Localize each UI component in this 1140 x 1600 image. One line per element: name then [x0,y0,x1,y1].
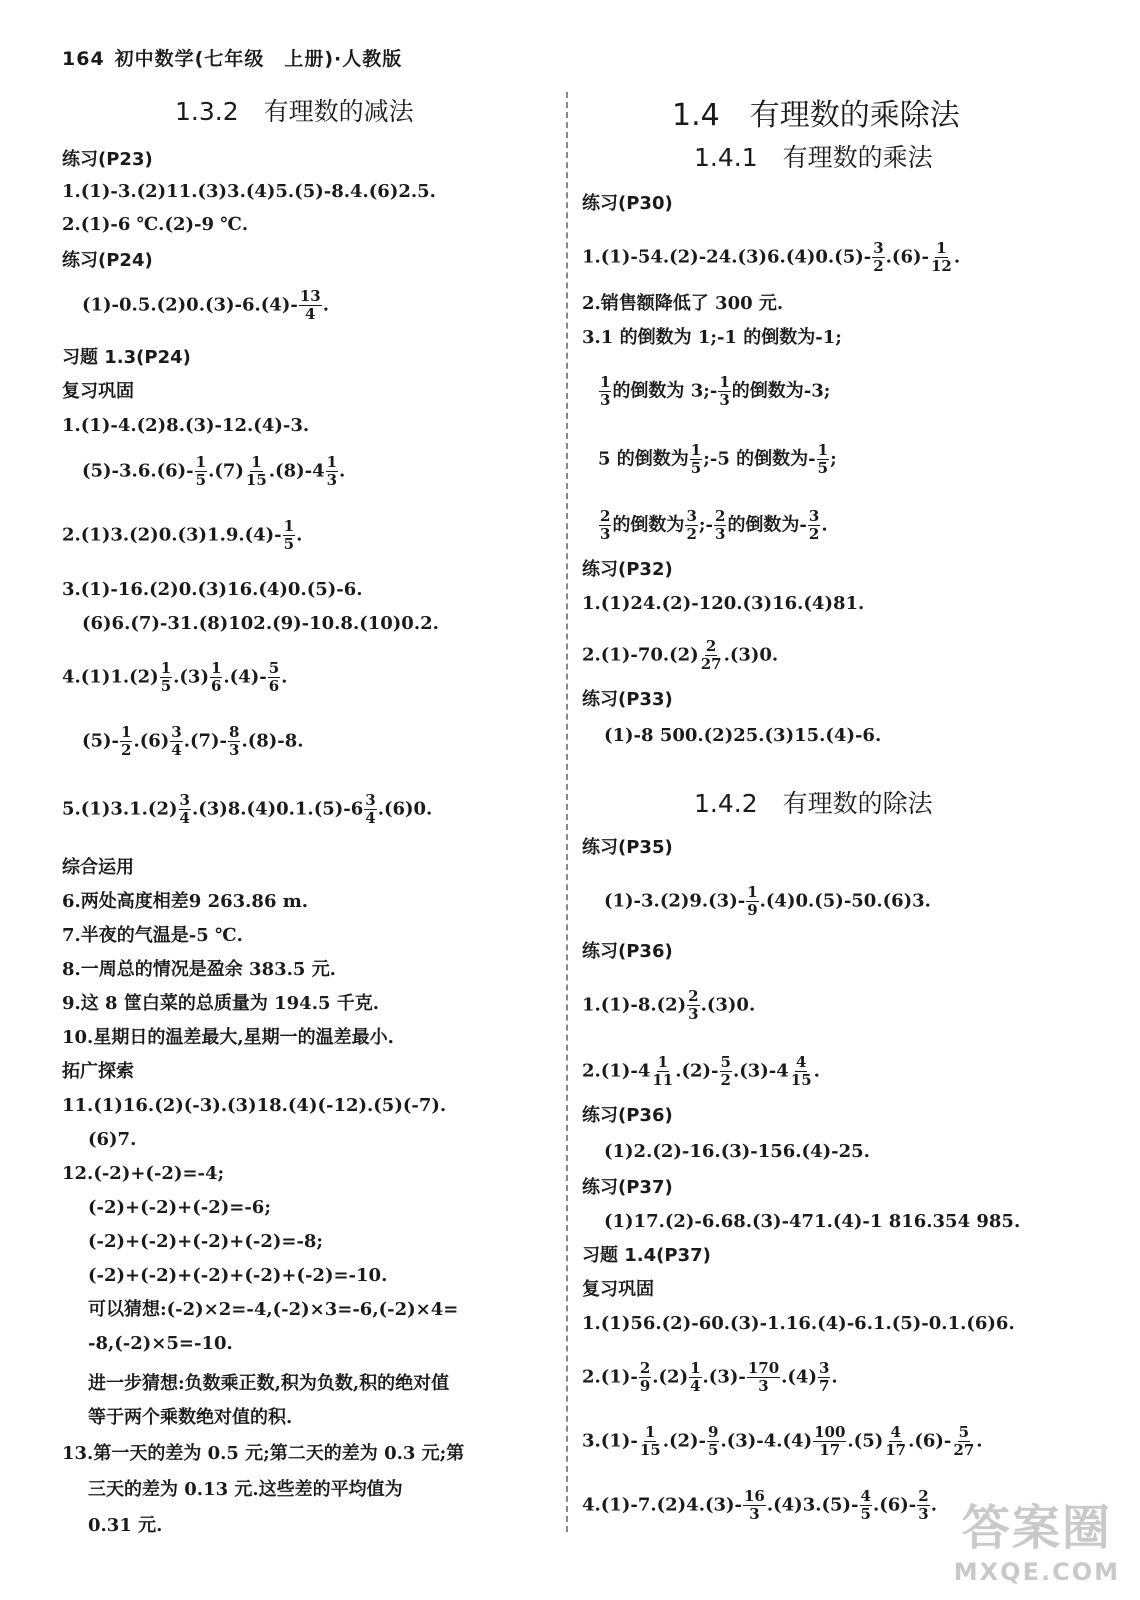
fraction [884,1424,907,1459]
exercise-set-label: 习题 1.4(P37) [582,1245,711,1266]
answer-text: .(2) [652,1366,689,1388]
exercise-label-p30: 练习(P30) [582,193,673,214]
column-divider [566,92,568,1532]
answer-line: 可以猜想:(-2)×2=-4,(-2)×3=-6,(-2)×4= [88,1299,459,1320]
denominator: 5 [283,535,295,553]
answer-text: .(4) [781,1366,817,1388]
fraction [720,1054,732,1089]
numerator: 1 [283,517,295,535]
answer-text: (5)-3.6.(6)- [82,460,194,482]
answer-text: .(3)-4 [732,1060,789,1082]
answer-text: .(6) [133,730,170,752]
denominator: 3 [749,1505,760,1523]
answer-text: 4.(1)-7.(2)4.(3)- [582,1494,742,1516]
numerator: 1 [645,1423,656,1441]
denominator: 4 [365,809,376,827]
exercise-label-p23: 练习(P23) [62,149,153,170]
numerator: 3 [818,1359,830,1377]
numerator: 2 [639,1359,651,1377]
numerator: 2 [918,1487,929,1505]
fraction [364,792,376,827]
answer-line: 等于两个乘数绝对值的积. [88,1407,293,1428]
answer-text: .(2)- [662,1430,706,1452]
answer-text: 的倒数为-3; [731,380,831,402]
numerator: 1 [160,659,172,677]
answer-line: (-2)+(-2)+(-2)+(-2)=-8; [88,1231,324,1252]
fraction [690,442,702,477]
answer-text: (5)- [82,730,120,752]
answer-line: 12.(-2)+(-2)=-4; [62,1163,225,1184]
answer-line [582,1054,820,1089]
numerator: 1 [690,1359,701,1377]
numerator: 5 [268,659,280,677]
numerator: 16 [744,1487,765,1505]
denominator: 15 [639,1441,661,1459]
watermark-url: MXQE.COM [953,1558,1120,1586]
denominator: 5 [708,1441,719,1459]
denominator: 6 [210,677,222,695]
answer-line: (1)-8 500.(2)25.(3)15.(4)-6. [604,725,882,746]
denominator: 15 [790,1071,812,1089]
numerator: 1 [121,723,132,741]
fraction [651,1054,674,1089]
denominator: 2 [873,257,884,275]
fraction [860,1488,872,1523]
answer-text: .(7) [208,460,244,482]
denominator: 17 [819,1441,841,1459]
denominator: 2 [720,1071,731,1089]
answer-text: 1.(1)-54.(2)-24.(3)6.(4)0.(5)- [582,246,872,268]
answer-text: 5.(1)3.1.(2) [62,798,178,820]
answer-line: (6)7. [88,1129,137,1150]
denominator: 5 [160,677,172,695]
answer-line [598,442,837,477]
answer-text: .(6)0. [377,798,433,820]
denominator: 11 [652,1071,674,1089]
answer-text: . [976,1430,983,1452]
book-title: 初中数学(七年级 上册)·人教版 [114,48,403,70]
exercise-label-p37: 练习(P37) [582,1177,673,1198]
answer-line: (1)-0.5.(2)0.(3)-6.(4)- $\frac{13}{4}$ . [82,287,329,323]
numerator: 1 [936,239,947,257]
subsection-label: 综合运用 [62,857,134,878]
answer-text: .(2)- [675,1060,719,1082]
fraction [707,1424,719,1459]
denominator: 5 [860,1505,871,1523]
answer-line: 3.(1)-16.(2)0.(3)16.(4)0.(5)-6. [62,579,363,600]
answer-text: .(5) [847,1430,884,1452]
answer-line: (1)2.(2)-16.(3)-156.(4)-25. [604,1141,870,1162]
numerator: 3 [686,507,697,525]
answer-line [62,792,432,827]
denominator: 4 [171,741,182,759]
fraction [714,508,726,543]
answer-text: .(4)3.(5)- [766,1494,859,1516]
denominator: 4 [690,1377,701,1395]
page-number: 164 [62,48,105,70]
answer-text: .(3)0. [723,644,779,666]
answer-line: 进一步猜想:负数乘正数,积为负数,积的绝对值 [88,1373,450,1394]
answer-text: . [831,1366,838,1388]
answer-line: 11.(1)16.(2)(-3).(3)18.(4)(-12).(5)(-7). [62,1095,447,1116]
answer-text: ;- [698,514,713,536]
fraction [245,454,268,489]
numerator: 4 [860,1487,871,1505]
answer-line: 2.销售额降低了 300 元. [582,293,784,314]
page-header [62,44,402,71]
fraction [917,1488,929,1523]
answer-line [598,374,830,409]
answer-line [582,1360,838,1395]
numerator: 3 [179,791,190,809]
section-title-1-4-1: 1.4.1 有理数的乘法 [694,143,933,172]
fraction [599,508,611,543]
exercise-label-p36: 练习(P36) [582,941,673,962]
answer-line: 3.1 的倒数为 1;-1 的倒数为-1; [582,327,842,348]
answer-line [604,884,931,919]
numerator: 13 [299,287,321,305]
answer-text: ; [830,448,837,470]
answer-line: 1.(1)24.(2)-120.(3)16.(4)81. [582,593,865,614]
answer-line: 1.(1)-3.(2)11.(3)3.(4)5.(5)-8.4.(6)2.5. [62,181,436,202]
numerator: 4 [890,1423,901,1441]
answer-text: 的倒数为 3;- [612,380,718,402]
section-title-1-3-2: 1.3.2 有理数的减法 [175,97,414,126]
answer-text: 4.(1)1.(2) [62,666,159,688]
answer-line: 1.(1)-54.(2)-24.(3)6.(4)0.(5)- $\frac{3}{2}$ .(6)- $\frac{1}{12}$ . [582,239,961,275]
answer-line: 13.第一天的差为 0.5 元;第二天的差为 0.3 元;第 [62,1443,465,1464]
exercise-label-p35: 练习(P35) [582,837,673,858]
numerator: 1 [210,659,222,677]
numerator: 1 [817,441,829,459]
answer-line [582,988,755,1023]
fraction [790,1054,813,1089]
answer-text: 2.(1)- [582,1366,638,1388]
fraction [743,1488,766,1523]
answer-line: 9.这 8 筐白菜的总质量为 194.5 千克. [62,993,380,1014]
denominator: 2 [121,741,132,759]
fraction [160,660,172,695]
fraction [599,374,611,409]
denominator: 4 [179,809,190,827]
answer-text: 2.(1)-4 [582,1060,651,1082]
answer-line: (5)-3.6.(6)- $\frac{1}{5}$ .(7) $\frac{1}{15}$ .(8)-4 $\frac{1}{3}$ . [82,453,346,489]
numerator: 100 [814,1423,846,1441]
answer-line [598,508,828,543]
denominator: 17 [885,1441,907,1459]
fraction [872,240,884,275]
answer-text: .(8)-8. [241,730,304,752]
denominator: 4 [305,305,316,323]
answer-text: .(3)- [702,1366,746,1388]
answer-line: (-2)+(-2)+(-2)=-6; [88,1197,271,1218]
denominator: 3 [600,391,611,409]
subsection-label: 复习巩固 [62,381,134,402]
denominator: 5 [817,459,829,477]
denominator: 9 [747,901,758,919]
section-title-1-4: 1.4 有理数的乘除法 [672,98,960,133]
answer-text: .(6)- [872,1494,917,1516]
answer-text: (1)-0.5.(2)0.(3)-6.(4)- [82,294,298,316]
answer-line [82,724,304,759]
answer-text: 2.(1)3.(2)0.(3)1.9.(4)- [62,524,282,546]
denominator: 27 [953,1441,975,1459]
answer-line: 4.(1)1.(2) $\frac{1}{5}$ .(3) $\frac{1}{6}$ .(4)- $\frac{5}{6}$ . [62,659,288,695]
answer-line: 8.一周总的情况是盈余 383.5 元. [62,959,336,980]
numerator: 3 [365,791,376,809]
watermark-logo-text: 答案圈 [961,1500,1112,1556]
answer-text: .(3)8.(4)0.1.(5)-6 [191,798,364,820]
numerator: 3 [808,507,820,525]
denominator: 12 [930,257,952,275]
answer-line: 1.(1)56.(2)-60.(3)-1.16.(4)-6.1.(5)-0.1.(6)6. [582,1313,1015,1334]
fraction [639,1360,651,1395]
numerator: 9 [708,1423,719,1441]
numerator: 3 [873,239,884,257]
answer-line: 7.半夜的气温是-5 ℃. [62,925,243,946]
subsection-label: 拓广探索 [62,1061,134,1082]
numerator: 4 [796,1053,807,1071]
answer-line: (1)17.(2)-6.68.(3)-471.(4)-1 816.354 985. [604,1211,1021,1232]
fraction [210,660,222,695]
denominator: 3 [600,525,611,543]
fraction [170,724,182,759]
answer-text: .(3)-4.(4) [720,1430,813,1452]
exercise-label-p24: 练习(P24) [62,250,153,271]
answer-line: 1.(1)-4.(2)8.(3)-12.(4)-3. [62,415,310,436]
fraction [195,454,207,489]
fraction [813,1424,846,1459]
answer-text: .(7)- [183,730,228,752]
numerator: 1 [747,883,758,901]
answer-text: .(8)-4 [268,460,325,482]
answer-text: 的倒数为 [612,514,685,536]
denominator: 5 [195,471,207,489]
answer-text: . [930,1494,937,1516]
subsection-label: 复习巩固 [582,1279,654,1300]
answer-text: 5 的倒数为 [598,448,689,470]
fraction [268,660,280,695]
answer-text: .(3)0. [700,994,756,1016]
exercise-label-p32: 练习(P32) [582,559,673,580]
fraction [808,508,820,543]
fraction [718,374,730,409]
denominator: 3 [719,391,730,409]
numerator: 1 [657,1053,668,1071]
denominator: 3 [229,741,240,759]
answer-line: 6.两处高度相差9 263.86 m. [62,891,309,912]
answer-text: 1.(1)-8.(2) [582,994,687,1016]
answer-line: 0.31 元. [88,1515,163,1536]
numerator: 3 [171,723,182,741]
answer-line [582,1424,983,1459]
numerator: 2 [705,637,717,655]
fraction [179,792,191,827]
answer-text: .(6)- [908,1430,952,1452]
numerator: 8 [229,723,240,741]
denominator: 3 [758,1377,769,1395]
denominator: 9 [639,1377,651,1395]
answer-line: 三天的差为 0.13 元.这些差的平均值为 [88,1479,403,1500]
answer-line: 10.星期日的温差最大,星期一的温差最小. [62,1027,394,1048]
numerator: 1 [719,373,730,391]
answer-text: .(4)- [223,666,267,688]
fraction [818,1360,830,1395]
exercise-set-label: 习题 1.3(P24) [62,347,191,368]
answer-text: . [821,514,828,536]
answer-text: .(6)- [885,246,929,268]
numerator: 5 [720,1053,731,1071]
answer-text: ;-5 的倒数为- [703,448,816,470]
answer-line: -8,(-2)×5=-10. [88,1333,233,1354]
fraction [687,988,699,1023]
numerator: 1 [600,373,611,391]
exercise-label-p36b: 练习(P36) [582,1105,673,1126]
answer-line: (-2)+(-2)+(-2)+(-2)+(-2)=-10. [88,1265,388,1286]
answer-text: .(3) [173,666,209,688]
answer-line: (6)6.(7)-31.(8)102.(9)-10.8.(10)0.2. [82,613,439,634]
denominator: 3 [918,1505,929,1523]
answer-text: 的倒数为- [727,514,807,536]
watermark [954,1489,1120,1586]
section-title-1-4-2: 1.4.2 有理数的除法 [694,789,933,818]
fraction [283,518,295,553]
numerator: 1 [326,453,338,471]
fraction [746,884,758,919]
denominator: 5 [690,459,702,477]
answer-line [582,1488,937,1523]
denominator: 27 [700,655,722,673]
answer-line: 2.(1)-6 ℃.(2)-9 ℃. [62,214,249,235]
answer-line [582,638,778,673]
answer-line: 2.(1)3.(2)0.(3)1.9.(4)- $\frac{1}{5}$ . [62,517,303,553]
fraction [689,1360,701,1395]
denominator: 3 [688,1005,699,1023]
fraction [952,1424,975,1459]
answer-text: .(4)0.(5)-50.(6)3. [759,890,931,912]
fraction [120,724,132,759]
numerator: 5 [958,1423,970,1441]
answer-text: . [813,1060,820,1082]
numerator: 2 [688,987,699,1005]
denominator: 3 [715,525,726,543]
answer-text: 2.(1)-70.(2) [582,644,699,666]
fraction [747,1360,780,1395]
fraction [700,638,723,673]
denominator: 15 [245,471,267,489]
denominator: 3 [326,471,338,489]
denominator: 2 [686,525,697,543]
numerator: 170 [747,1359,780,1377]
fraction [817,442,829,477]
exercise-label-p33: 练习(P33) [582,689,673,710]
numerator: 1 [195,453,207,471]
answer-text: (1)-3.(2)9.(3)- [604,890,746,912]
numerator: 2 [600,507,611,525]
fraction [326,454,338,489]
fraction [639,1424,662,1459]
fraction [930,240,953,275]
fraction [228,724,240,759]
numerator: 1 [251,453,262,471]
denominator: 2 [808,525,820,543]
fraction [299,288,322,323]
denominator: 7 [818,1377,830,1395]
answer-text: 3.(1)- [582,1430,638,1452]
numerator: 1 [690,441,702,459]
numerator: 2 [715,507,726,525]
fraction [685,508,697,543]
denominator: 6 [268,677,280,695]
